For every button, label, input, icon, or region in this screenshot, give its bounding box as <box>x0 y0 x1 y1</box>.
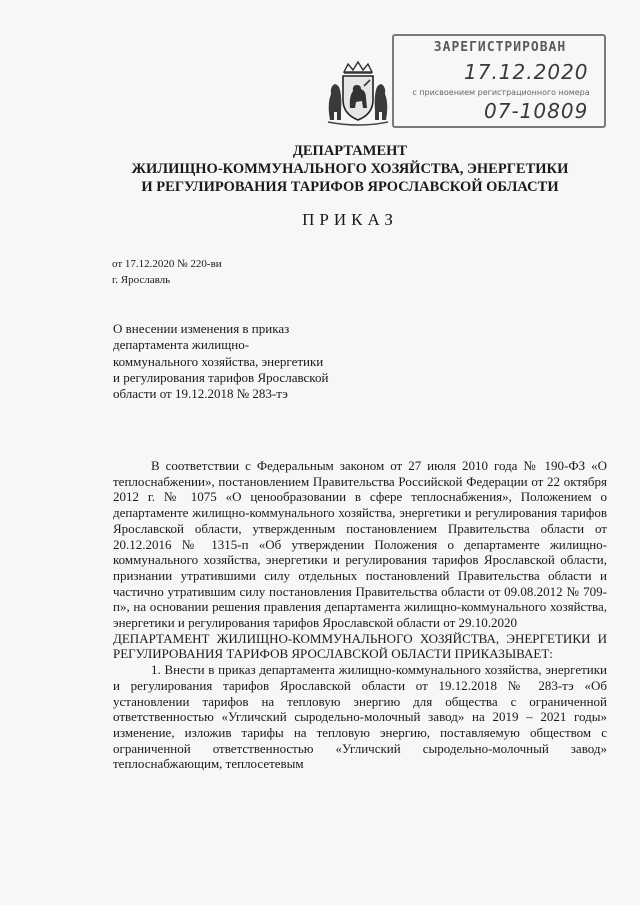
stamp-registration-number: 07-10809 <box>484 99 589 123</box>
item-1-paragraph: 1. Внести в приказ департамента жилищно-коммунального хозяйства, энергетики и регулирования тарифов Ярославской области от 19.12.2018 № 283-тэ «Об установлении тарифов на тепловую энергию для общества с ограниченной ответственностью «Угличский сыродельно-молочный завод» на 2019 – 2021 годы» изменение, изложив тарифы на тепловую энергию, поставляемую обществом с ограниченной ответственностью «Угличский сыродельно-молочный завод» теплоснабжающим, теплосетевым <box>113 662 607 772</box>
decree-paragraph: ДЕПАРТАМЕНТ ЖИЛИЩНО-КОММУНАЛЬНОГО ХОЗЯЙСТВА, ЭНЕРГЕТИКИ И РЕГУЛИРОВАНИЯ ТАРИФОВ ЯРОСЛАВСКОЙ ОБЛАСТИ ПРИКАЗЫВАЕТ: <box>113 630 607 662</box>
document-meta <box>112 256 222 288</box>
stamp-date: 17.12.2020 <box>464 60 589 84</box>
document-city: г. Ярославль <box>112 274 171 286</box>
department-title-line1: ДЕПАРТАМЕНТ <box>292 143 408 159</box>
stamp-title: ЗАРЕГИСТРИРОВАН <box>433 40 567 55</box>
document-body <box>113 458 607 772</box>
coat-of-arms-emblem <box>322 58 394 128</box>
department-title-line2: ЖИЛИЩНО-КОММУНАЛЬНОГО ХОЗЯЙСТВА, ЭНЕРГЕТИКИ <box>131 161 569 177</box>
document-subject: О внесении изменения в приказ департамента жилищно-коммунального хозяйства, энергетики и регулирования тарифов Ярославской области от 19.12.2018 № 283-тэ <box>113 321 329 402</box>
registration-stamp <box>392 34 606 128</box>
stamp-note: с присвоением регистрационного номера <box>412 88 590 97</box>
preamble-paragraph: В соответствии с Федеральным законом от 27 июля 2010 года № 190-ФЗ «О теплоснабжении», постановлением Правительства Российской Федерации от 22 октября 2012 г. № 1075 «О ценообразовании в сфере теплоснабжения», Положением о департаменте жилищно-коммунального хозяйства, энергетики и регулирования тарифов Ярославской области, утвержденным постановлением Правительства области от 20.12.2016 № 1315-п «Об утверждении Положения о департаменте жилищно-коммунального хозяйства, энергетики и регулирования тарифов Ярославской области, признании утратившими силу отдельных постановлений Правительства области и частично утратившим силу постановления Правительства области от 09.08.2012 № 709-п», на основании решения правления департамента жилищно-коммунального хозяйства, энергетики и регулирования тарифов Ярославской области от 29.10.2020 <box>113 458 607 631</box>
department-title-line3: И РЕГУЛИРОВАНИЯ ТАРИФОВ ЯРОСЛАВСКОЙ ОБЛАСТИ <box>141 179 559 195</box>
department-header <box>100 142 600 196</box>
document-date-number: от 17.12.2020 № 220-ви <box>112 258 222 270</box>
document-type-title: ПРИКАЗ <box>302 210 398 229</box>
